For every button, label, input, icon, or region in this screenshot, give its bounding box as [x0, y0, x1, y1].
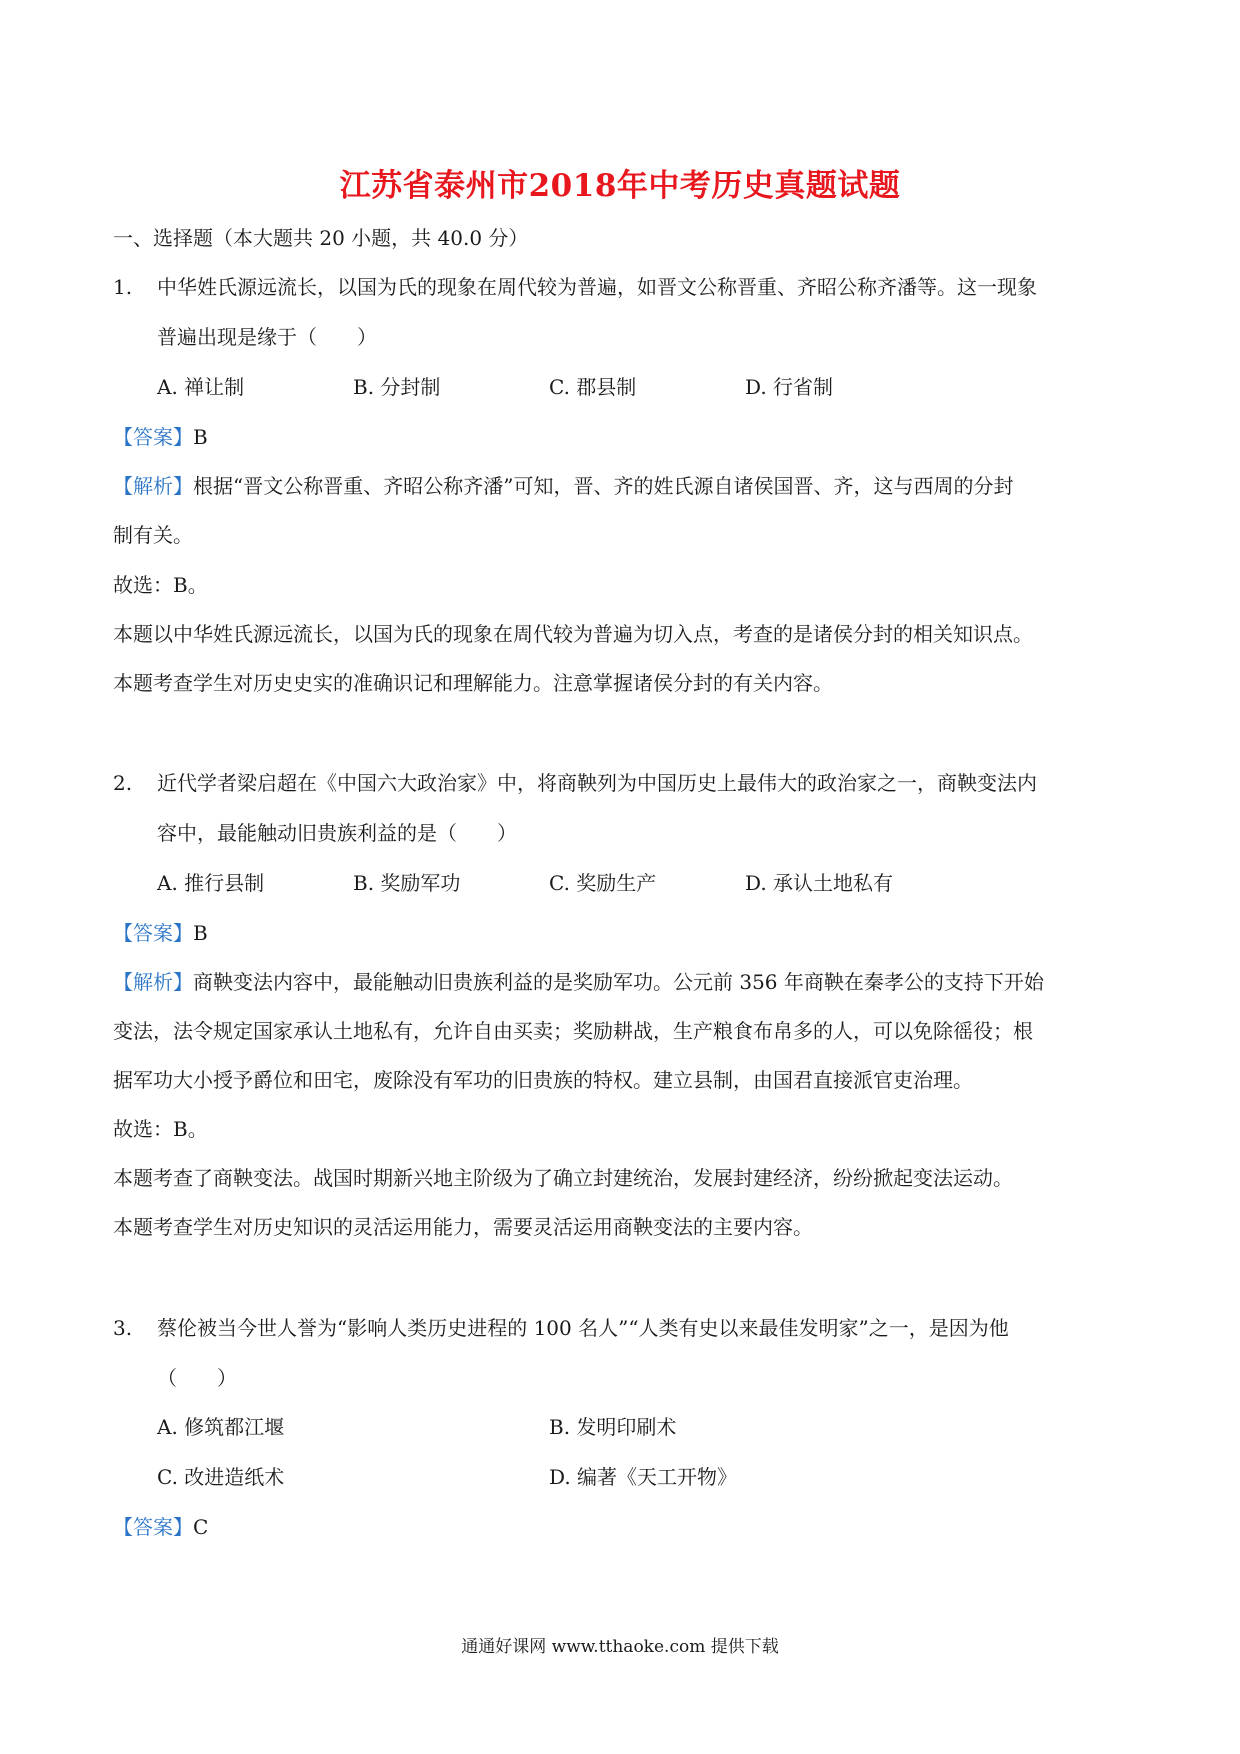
option-d: D. 行省制 — [745, 375, 834, 399]
note-line: 本题以中华姓氏源远流长，以国为氏的现象在周代较为普遍为切入点，考查的是诸侯分封的相关知识点。 — [113, 622, 1033, 646]
document-title: 江苏省泰州市2018年中考历史真题试题 — [339, 168, 901, 204]
answer-line — [113, 422, 208, 452]
question-stem-line: 容中，最能触动旧贵族利益的是（ ） — [157, 821, 517, 845]
question-number: 3. — [113, 1316, 133, 1340]
section-heading: 一、选择题（本大题共 20 小题，共 40.0 分） — [113, 226, 529, 250]
choose-line: 故选：B。 — [113, 573, 208, 597]
analysis-tag: 【解析】 — [113, 970, 193, 994]
option-a: A. 修筑都江堰 — [157, 1415, 285, 1439]
choose-line: 故选：B。 — [113, 1117, 208, 1141]
option-c: C. 郡县制 — [549, 375, 637, 399]
question-number: 1. — [113, 275, 133, 299]
answer-value: C — [193, 1515, 209, 1539]
option-b: B. 奖励军功 — [353, 871, 461, 895]
option-d: D. 承认土地私有 — [745, 871, 894, 895]
option-b: B. 发明印刷术 — [549, 1415, 677, 1439]
analysis-line: 据军功大小授予爵位和田宅，废除没有军功的旧贵族的特权。建立县制，由国君直接派官吏治理。 — [113, 1068, 973, 1092]
answer-value: B — [193, 921, 208, 945]
analysis-line: 变法，法令规定国家承认土地私有，允许自由买卖；奖励耕战，生产粮食布帛多的人，可以免除徭役；根 — [113, 1019, 1033, 1043]
option-d: D. 编著《天工开物》 — [549, 1465, 738, 1489]
option-c: C. 改进造纸术 — [157, 1465, 285, 1489]
answer-line — [113, 918, 208, 948]
answer-tag: 【答案】 — [113, 921, 193, 945]
question-number: 2. — [113, 771, 133, 795]
option-a: A. 推行县制 — [157, 871, 265, 895]
option-a: A. 禅让制 — [157, 375, 245, 399]
question-stem-line: （ ） — [157, 1366, 237, 1390]
note-line: 本题考查了商鞅变法。战国时期新兴地主阶级为了确立封建统治，发展封建经济，纷纷掀起变法运动。 — [113, 1166, 1013, 1190]
analysis-text: 商鞅变法内容中，最能触动旧贵族利益的是奖励军功。公元前 356 年商鞅在秦孝公的支持下开始 — [193, 970, 1044, 994]
answer-tag: 【答案】 — [113, 1515, 193, 1539]
question-stem-line: 蔡伦被当今世人誉为“影响人类历史进程的 100 名人”“人类有史以来最佳发明家”之一，是因为他 — [157, 1316, 1009, 1340]
answer-tag: 【答案】 — [113, 425, 193, 449]
note-line: 本题考查学生对历史知识的灵活运用能力，需要灵活运用商鞅变法的主要内容。 — [113, 1215, 813, 1239]
analysis-line — [113, 471, 1013, 501]
analysis-line — [113, 967, 1044, 997]
option-c: C. 奖励生产 — [549, 871, 657, 895]
analysis-line: 制有关。 — [113, 523, 193, 547]
question-stem-line: 普遍出现是缘于（ ） — [157, 325, 377, 349]
analysis-text: 根据“晋文公称晋重、齐昭公称齐潘”可知，晋、齐的姓氏源自诸侯国晋、齐，这与西周的分封 — [193, 474, 1014, 498]
page-footer: 通通好课网 www.tthaoke.com 提供下载 — [461, 1637, 779, 1657]
question-stem-line: 中华姓氏源远流长，以国为氏的现象在周代较为普遍，如晋文公称晋重、齐昭公称齐潘等。这一现象 — [157, 275, 1037, 299]
answer-value: B — [193, 425, 208, 449]
answer-line — [113, 1512, 208, 1542]
note-line: 本题考查学生对历史史实的准确识记和理解能力。注意掌握诸侯分封的有关内容。 — [113, 671, 833, 695]
question-stem-line: 近代学者梁启超在《中国六大政治家》中，将商鞅列为中国历史上最伟大的政治家之一，商鞅变法内 — [157, 771, 1037, 795]
option-b: B. 分封制 — [353, 375, 441, 399]
analysis-tag: 【解析】 — [113, 474, 193, 498]
